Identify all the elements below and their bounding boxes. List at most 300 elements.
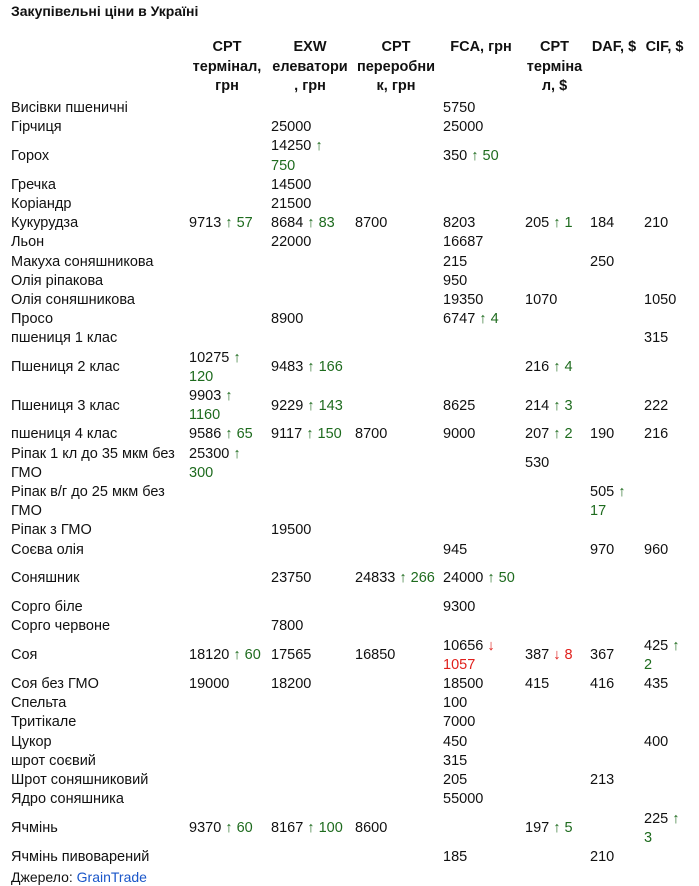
- price-cell: [587, 214, 641, 233]
- price-cell: [186, 637, 268, 675]
- price-change-amount: 65: [236, 426, 253, 443]
- price-cell: [522, 387, 587, 425]
- price-change-amount: 5: [564, 820, 573, 837]
- price-cell: [440, 310, 522, 329]
- arrow-up-icon: ↑: [553, 215, 561, 232]
- price-cell: [268, 771, 352, 790]
- price-value: 315: [443, 752, 468, 769]
- price-change-up: [399, 570, 434, 586]
- price-cell: [522, 733, 587, 752]
- price-cell: [352, 214, 440, 233]
- price-cell: [440, 752, 522, 771]
- price-cell: [268, 848, 352, 867]
- price-value: 1070: [525, 292, 558, 309]
- price-cell: [186, 291, 268, 310]
- commodity-name: Льон: [11, 234, 45, 251]
- price-value: 24000: [443, 570, 484, 587]
- table-row: [8, 752, 688, 771]
- price-cell: [268, 810, 352, 848]
- price-cell: [587, 733, 641, 752]
- price-change-amount: 60: [236, 820, 253, 837]
- price-cell: [352, 560, 440, 598]
- price-change-up: [553, 359, 572, 375]
- price-cell: [268, 329, 352, 348]
- price-change-up: [471, 148, 498, 164]
- price-cell: [587, 790, 641, 809]
- price-cell: [352, 176, 440, 195]
- price-cell: [587, 291, 641, 310]
- price-cell: [641, 694, 688, 713]
- price-cell: [641, 272, 688, 291]
- price-cell: [522, 617, 587, 636]
- commodity-name: шрот соєвий: [11, 752, 96, 769]
- price-change-amount: 57: [236, 215, 253, 232]
- price-cell: [587, 425, 641, 444]
- price-value: 205: [443, 772, 468, 789]
- price-cell: [186, 733, 268, 752]
- commodity-name: пшениця 1 клас: [11, 330, 118, 347]
- price-value: 435: [644, 676, 669, 693]
- price-cell: [587, 137, 641, 175]
- price-cell: [522, 560, 587, 598]
- price-change-amount: 150: [317, 426, 342, 443]
- price-change-up: [553, 820, 572, 836]
- price-change-amount: 166: [318, 359, 343, 376]
- commodity-name: Спельта: [11, 695, 67, 712]
- price-cell: [587, 752, 641, 771]
- commodity-name: Гірчиця: [11, 119, 62, 136]
- price-value: 350: [443, 148, 468, 164]
- arrow-up-icon: ↑: [399, 570, 407, 587]
- price-cell: [587, 541, 641, 560]
- table-row: [8, 99, 688, 118]
- table-row: [8, 541, 688, 560]
- price-cell: [440, 521, 522, 540]
- price-cell: [522, 253, 587, 272]
- price-cell: [268, 310, 352, 329]
- price-cell: [352, 675, 440, 694]
- price-cell: [641, 752, 688, 771]
- price-change-up: [225, 820, 252, 836]
- column-header: EXW елеватори, грн: [272, 39, 348, 94]
- price-cell: [352, 445, 440, 483]
- commodity-name: Тритікале: [11, 714, 77, 731]
- price-value: 16850: [355, 647, 396, 664]
- price-value: 505: [590, 484, 615, 501]
- price-value: 216: [644, 426, 669, 443]
- commodity-name: Ячмінь: [11, 820, 58, 837]
- price-value: 18120: [189, 647, 230, 664]
- commodity-name: Шрот соняшниковий: [11, 772, 149, 789]
- price-cell: [352, 387, 440, 425]
- table-row: [8, 445, 688, 483]
- price-change-amount: 300: [189, 464, 214, 481]
- price-change-amount: 2: [564, 426, 573, 443]
- arrow-up-icon: ↑: [225, 820, 233, 837]
- price-value: 214: [525, 397, 550, 414]
- price-cell: [352, 272, 440, 291]
- price-cell: [440, 195, 522, 214]
- price-value: 9117: [271, 426, 303, 443]
- price-value: 216: [525, 359, 550, 376]
- price-value: 207: [525, 426, 550, 443]
- price-value: 222: [644, 397, 669, 414]
- price-value: 205: [525, 215, 550, 232]
- table-row: [8, 291, 688, 310]
- price-value: 9229: [271, 397, 304, 414]
- price-value: 197: [525, 820, 550, 837]
- price-value: 945: [443, 541, 468, 558]
- price-change-amount: 50: [482, 148, 499, 164]
- arrow-up-icon: ↑: [315, 138, 323, 155]
- price-cell: [522, 272, 587, 291]
- price-cell: [522, 195, 587, 214]
- price-change-amount: 60: [244, 647, 261, 664]
- arrow-up-icon: ↑: [306, 426, 314, 443]
- price-value: 19500: [271, 522, 312, 539]
- price-value: 425: [644, 637, 669, 654]
- price-cell: [522, 598, 587, 617]
- price-cell: [186, 541, 268, 560]
- price-cell: [440, 253, 522, 272]
- price-change-amount: 83: [318, 215, 335, 232]
- commodity-name: Висівки пшеничні: [11, 100, 128, 116]
- price-cell: [587, 445, 641, 483]
- price-cell: [587, 598, 641, 617]
- price-cell: [352, 118, 440, 137]
- price-cell: [587, 521, 641, 540]
- price-cell: [186, 560, 268, 598]
- price-cell: [440, 560, 522, 598]
- price-cell: [268, 675, 352, 694]
- arrow-up-icon: ↑: [553, 397, 561, 414]
- price-value: 367: [590, 647, 615, 664]
- price-value: 950: [443, 272, 468, 289]
- price-cell: [352, 848, 440, 867]
- price-cell: [587, 118, 641, 137]
- commodity-name: Соєва олія: [11, 541, 84, 558]
- price-cell: [440, 637, 522, 675]
- arrow-up-icon: ↑: [233, 647, 241, 664]
- price-cell: [268, 752, 352, 771]
- column-header: CPT переробник, грн: [356, 39, 436, 94]
- price-cell: [268, 253, 352, 272]
- price-cell: [522, 329, 587, 348]
- table-row: [8, 637, 688, 675]
- price-value: 9300: [443, 599, 476, 616]
- price-change-amount: 4: [490, 311, 499, 328]
- price-cell: [440, 694, 522, 713]
- commodity-name: Гречка: [11, 176, 56, 193]
- price-cell: [587, 483, 641, 521]
- column-header: CIF, $: [645, 39, 684, 55]
- price-cell: [186, 349, 268, 387]
- price-cell: [641, 329, 688, 348]
- commodity-name: пшениця 4 клас: [11, 426, 118, 443]
- source-label: Джерело:: [11, 869, 73, 885]
- price-cell: [522, 637, 587, 675]
- price-cell: [587, 387, 641, 425]
- price-cell: [522, 445, 587, 483]
- price-cell: [186, 214, 268, 233]
- price-cell: [440, 118, 522, 137]
- price-cell: [641, 560, 688, 598]
- price-value: 9370: [189, 820, 222, 837]
- price-cell: [587, 310, 641, 329]
- price-value: 1050: [644, 292, 677, 309]
- price-value: 22000: [271, 234, 312, 251]
- price-cell: [268, 694, 352, 713]
- price-change-up: [307, 359, 342, 375]
- price-value: 213: [590, 772, 615, 789]
- table-row: [8, 848, 688, 867]
- price-cell: [522, 214, 587, 233]
- price-cell: [268, 272, 352, 291]
- commodity-name: Сорго червоне: [11, 618, 111, 635]
- source-link[interactable]: GrainTrade: [76, 869, 147, 885]
- price-cell: [641, 848, 688, 867]
- price-change-amount: 750: [271, 157, 296, 174]
- arrow-up-icon: ↑: [487, 570, 495, 587]
- table-body: [8, 99, 688, 867]
- price-cell: [641, 310, 688, 329]
- price-change-amount: 8: [564, 647, 573, 664]
- price-cell: [440, 272, 522, 291]
- price-cell: [186, 233, 268, 252]
- price-cell: [641, 137, 688, 175]
- price-cell: [522, 694, 587, 713]
- price-cell: [440, 810, 522, 848]
- price-change-up: [553, 398, 572, 414]
- price-cell: [186, 675, 268, 694]
- price-cell: [352, 99, 440, 118]
- arrow-up-icon: ↑: [553, 820, 561, 837]
- price-cell: [352, 329, 440, 348]
- arrow-down-icon: ↓: [553, 647, 561, 664]
- price-cell: [641, 733, 688, 752]
- price-cell: [641, 445, 688, 483]
- table-row: [8, 118, 688, 137]
- price-cell: [186, 445, 268, 483]
- price-cell: [522, 848, 587, 867]
- commodity-name: Сорго біле: [11, 599, 83, 616]
- commodity-name: Пшениця 2 клас: [11, 359, 120, 376]
- price-cell: [641, 387, 688, 425]
- price-cell: [587, 771, 641, 790]
- price-value: 23750: [271, 570, 312, 587]
- price-cell: [268, 617, 352, 636]
- price-value: 315: [644, 330, 669, 347]
- price-cell: [641, 637, 688, 675]
- column-header: [8, 38, 186, 99]
- table-row: [8, 733, 688, 752]
- price-cell: [352, 253, 440, 272]
- column-header: DAF, $: [591, 39, 637, 55]
- price-cell: [268, 445, 352, 483]
- price-cell: [641, 214, 688, 233]
- table-row: [8, 233, 688, 252]
- price-cell: [352, 233, 440, 252]
- price-value: 960: [644, 541, 669, 558]
- price-cell: [352, 790, 440, 809]
- price-value: 9713: [189, 215, 222, 232]
- price-cell: [186, 329, 268, 348]
- price-cell: [522, 291, 587, 310]
- price-cell: [440, 617, 522, 636]
- table-row: [8, 694, 688, 713]
- price-cell: [522, 99, 587, 118]
- price-value: 16687: [443, 234, 484, 251]
- price-cell: [268, 733, 352, 752]
- table-row: [8, 560, 688, 598]
- price-value: 18500: [443, 676, 484, 693]
- price-cell: [352, 310, 440, 329]
- price-cell: [268, 637, 352, 675]
- price-cell: [186, 253, 268, 272]
- commodity-name: Цукор: [11, 733, 52, 750]
- arrow-up-icon: ↑: [233, 445, 241, 462]
- price-value: 210: [644, 215, 669, 232]
- price-cell: [641, 291, 688, 310]
- price-cell: [268, 387, 352, 425]
- price-value: 215: [443, 253, 468, 270]
- price-cell: [186, 195, 268, 214]
- table-row: [8, 617, 688, 636]
- price-cell: [352, 137, 440, 175]
- price-cell: [186, 483, 268, 521]
- arrow-up-icon: ↑: [225, 388, 233, 405]
- price-cell: [186, 810, 268, 848]
- price-cell: [352, 771, 440, 790]
- price-cell: [186, 790, 268, 809]
- price-cell: [186, 118, 268, 137]
- page-title: Закупівельні ціни в Україні: [11, 3, 199, 19]
- arrow-up-icon: ↑: [618, 484, 626, 501]
- arrow-up-icon: ↑: [479, 311, 487, 328]
- price-change-amount: 1057: [443, 656, 476, 673]
- price-cell: [186, 272, 268, 291]
- price-cell: [186, 176, 268, 195]
- price-cell: [186, 387, 268, 425]
- price-value: 416: [590, 676, 615, 693]
- price-change-up: [307, 398, 342, 414]
- column-header: CPT термінал, грн: [192, 39, 262, 94]
- price-cell: [186, 99, 268, 118]
- price-value: 7800: [271, 618, 304, 635]
- price-value: 100: [443, 695, 468, 712]
- price-cell: [440, 349, 522, 387]
- price-cell: [522, 233, 587, 252]
- table-row: [8, 521, 688, 540]
- price-cell: [522, 752, 587, 771]
- price-value: 8700: [355, 426, 388, 443]
- arrow-up-icon: ↑: [307, 820, 315, 837]
- price-cell: [440, 291, 522, 310]
- price-cell: [522, 176, 587, 195]
- price-cell: [587, 349, 641, 387]
- price-cell: [186, 521, 268, 540]
- price-value: 190: [590, 426, 615, 443]
- table-row: [8, 483, 688, 521]
- price-change-amount: 100: [318, 820, 343, 837]
- price-cell: [641, 176, 688, 195]
- price-value: 9000: [443, 426, 476, 443]
- price-cell: [587, 637, 641, 675]
- price-value: 8167: [271, 820, 304, 837]
- arrow-up-icon: ↑: [672, 810, 680, 827]
- price-cell: [352, 541, 440, 560]
- price-cell: [641, 425, 688, 444]
- price-value: 21500: [271, 196, 312, 213]
- column-header: CPT термінал, $: [526, 39, 583, 94]
- price-cell: [522, 713, 587, 732]
- price-change-down: [553, 647, 572, 663]
- price-cell: [268, 560, 352, 598]
- price-cell: [352, 694, 440, 713]
- price-cell: [440, 137, 522, 175]
- table-row: [8, 253, 688, 272]
- price-cell: [522, 349, 587, 387]
- table-row: [8, 387, 688, 425]
- price-value: 225: [644, 810, 669, 827]
- price-value: 184: [590, 215, 615, 232]
- arrow-up-icon: ↑: [553, 359, 561, 376]
- price-cell: [440, 329, 522, 348]
- price-cell: [641, 521, 688, 540]
- price-cell: [587, 694, 641, 713]
- price-cell: [268, 483, 352, 521]
- price-cell: [440, 848, 522, 867]
- price-cell: [186, 694, 268, 713]
- commodity-name: Макуха соняшникова: [11, 253, 154, 270]
- price-cell: [587, 810, 641, 848]
- arrow-up-icon: ↑: [225, 426, 233, 443]
- arrow-up-icon: ↑: [307, 359, 315, 376]
- price-cell: [641, 99, 688, 118]
- price-cell: [440, 598, 522, 617]
- price-cell: [268, 598, 352, 617]
- price-cell: [268, 195, 352, 214]
- price-cell: [186, 598, 268, 617]
- price-cell: [641, 713, 688, 732]
- price-value: 19000: [189, 676, 230, 693]
- price-value: 5750: [443, 100, 476, 116]
- table-row: [8, 176, 688, 195]
- price-change-amount: 120: [189, 368, 214, 385]
- price-cell: [352, 291, 440, 310]
- price-change-up: [487, 570, 514, 586]
- commodity-name: Соняшник: [11, 570, 80, 587]
- price-value: 17565: [271, 647, 312, 664]
- price-value: 25000: [443, 119, 484, 136]
- price-cell: [587, 675, 641, 694]
- table-row: [8, 771, 688, 790]
- price-cell: [352, 349, 440, 387]
- price-cell: [268, 349, 352, 387]
- price-value: 8625: [443, 397, 476, 414]
- price-cell: [186, 771, 268, 790]
- price-cell: [587, 195, 641, 214]
- commodity-name: Горох: [11, 148, 50, 164]
- commodity-name: Соя без ГМО: [11, 676, 99, 693]
- price-change-amount: 50: [498, 570, 515, 587]
- price-change-up: [225, 426, 252, 442]
- price-change-up: [307, 215, 334, 231]
- table-header-row: [8, 38, 688, 99]
- price-value: 19350: [443, 292, 484, 309]
- price-value: 24833: [355, 570, 396, 587]
- table-row: [8, 790, 688, 809]
